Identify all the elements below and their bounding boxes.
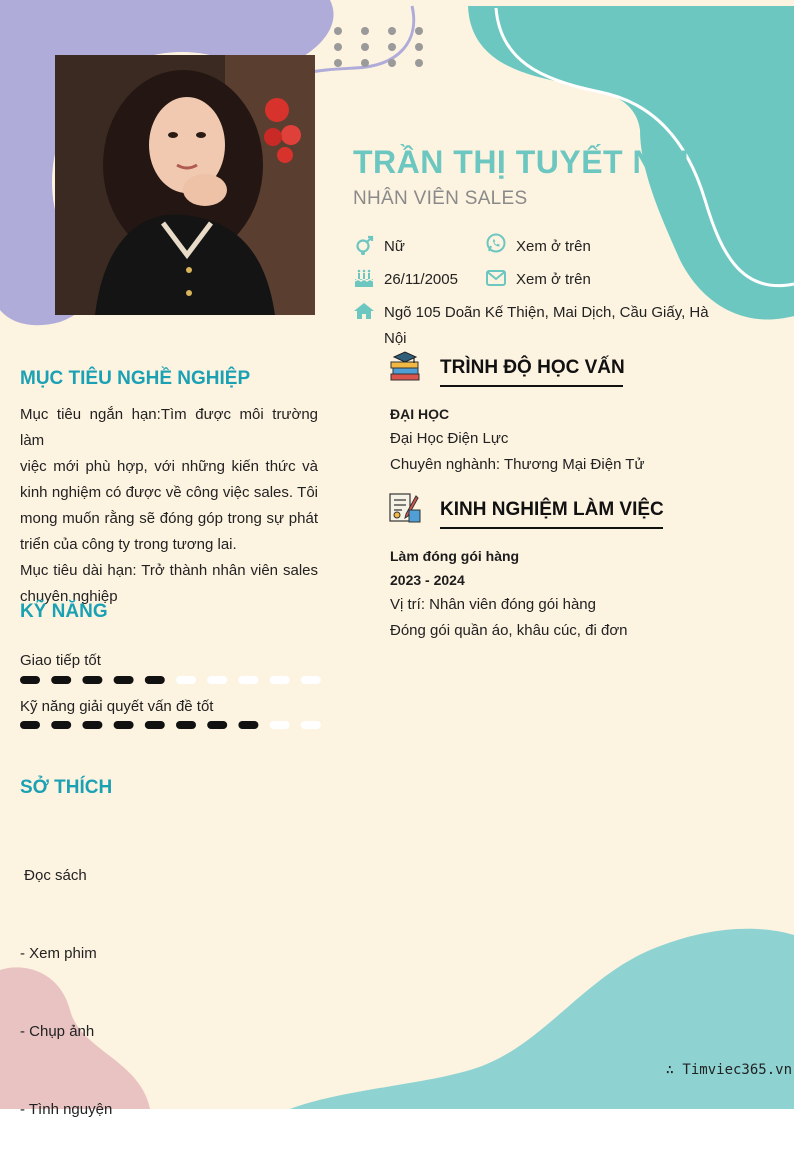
objective-text bbox=[20, 402, 318, 610]
objective-line: chuyên nghiệp bbox=[20, 588, 118, 605]
education-title: TRÌNH ĐỘ HỌC VẤN bbox=[440, 357, 623, 387]
objective-line: việc mới phù hợp, với những kiến thức và bbox=[20, 458, 318, 475]
job-position: NHÂN VIÊN SALES bbox=[353, 188, 528, 209]
skill-segment-filled bbox=[82, 676, 102, 684]
phone-value: Xem ở trên bbox=[516, 238, 591, 255]
hobby-item: - Tình nguyện bbox=[20, 1101, 113, 1118]
teal-bottom-blob bbox=[290, 929, 794, 1109]
gender-value: Nữ bbox=[384, 238, 405, 255]
skill-segment-empty bbox=[270, 676, 290, 684]
skill-segment-filled bbox=[238, 721, 258, 729]
objective-line: Mục tiêu dài hạn: Trở thành nhân viên sales bbox=[20, 562, 318, 579]
address-line-1: Ngõ 105 Doãn Kế Thiện, Mai Dịch, Cầu Giấy, Hà bbox=[384, 304, 709, 321]
address-line-2: Nội bbox=[384, 330, 407, 347]
experience-title: KINH NGHIỆM LÀM VIỆC bbox=[440, 499, 663, 529]
education-degree: ĐẠI HỌC bbox=[390, 406, 450, 422]
education-books-icon bbox=[388, 350, 422, 382]
email-value: Xem ở trên bbox=[516, 271, 591, 288]
objective-line: kinh nghiệm có được về công việc sales. Tôi bbox=[20, 484, 318, 501]
skill-level-bar bbox=[20, 720, 320, 730]
hobby-item: - Chụp ảnh bbox=[20, 1023, 95, 1040]
skill-segment-filled bbox=[176, 721, 196, 729]
birthdate-value: 26/11/2005 bbox=[384, 271, 458, 288]
objective-line: Mục tiêu ngắn hạn:Tìm được môi trường làm bbox=[20, 406, 318, 449]
hobbies-list bbox=[20, 811, 112, 1175]
skill-segment-filled bbox=[114, 676, 134, 684]
birthday-cake-icon bbox=[353, 267, 375, 289]
skill-segment-filled bbox=[207, 721, 227, 729]
skill-segment-filled bbox=[145, 676, 165, 684]
email-icon bbox=[485, 267, 507, 289]
skill-segment-empty bbox=[207, 676, 227, 684]
home-icon bbox=[353, 300, 375, 322]
skill-name: Kỹ năng giải quyết vấn đề tốt bbox=[20, 698, 214, 715]
education-school: Đại Học Điện Lực bbox=[390, 430, 509, 447]
experience-description: Đóng gói quần áo, khâu cúc, đi đơn bbox=[390, 622, 628, 639]
skill-level-bar bbox=[20, 675, 320, 685]
objective-line: triển của công ty trong tương lai. bbox=[20, 536, 237, 553]
brand-watermark: ∴ Timviec365.vn bbox=[665, 1062, 792, 1078]
skill-segment-filled bbox=[51, 676, 71, 684]
dot-grid bbox=[334, 27, 423, 67]
skill-segment-empty bbox=[270, 721, 290, 729]
education-major: Chuyên nghành: Thương Mại Điện Tử bbox=[390, 456, 645, 473]
skill-segment-empty bbox=[301, 721, 321, 729]
hobby-item: - Xem phim bbox=[20, 945, 97, 962]
objective-title: MỤC TIÊU NGHỀ NGHIỆP bbox=[20, 368, 251, 389]
skill-segment-empty bbox=[238, 676, 258, 684]
skill-segment-filled bbox=[20, 676, 40, 684]
skill-segment-filled bbox=[51, 721, 71, 729]
hobby-item: Đọc sách bbox=[20, 867, 87, 884]
skill-segment-empty bbox=[301, 676, 321, 684]
experience-period: 2023 - 2024 bbox=[390, 572, 465, 588]
skill-segment-filled bbox=[114, 721, 134, 729]
skill-name: Giao tiếp tốt bbox=[20, 652, 101, 669]
objective-line: mong muốn rằng sẽ đóng góp trong sự phát bbox=[20, 510, 318, 527]
experience-job: Làm đóng gói hàng bbox=[390, 548, 520, 564]
profile-photo bbox=[52, 52, 312, 312]
gender-icon bbox=[353, 234, 375, 256]
candidate-name: TRẦN THỊ TUYẾT NHI bbox=[353, 144, 690, 180]
experience-role: Vị trí: Nhân viên đóng gói hàng bbox=[390, 596, 596, 613]
skill-segment-filled bbox=[145, 721, 165, 729]
hobbies-title: SỞ THÍCH bbox=[20, 777, 113, 798]
experience-document-icon bbox=[388, 492, 422, 524]
skill-segment-filled bbox=[20, 721, 40, 729]
skill-segment-filled bbox=[82, 721, 102, 729]
phone-icon bbox=[485, 232, 507, 254]
skill-segment-empty bbox=[176, 676, 196, 684]
skills-title: KỸ NĂNG bbox=[20, 601, 108, 622]
